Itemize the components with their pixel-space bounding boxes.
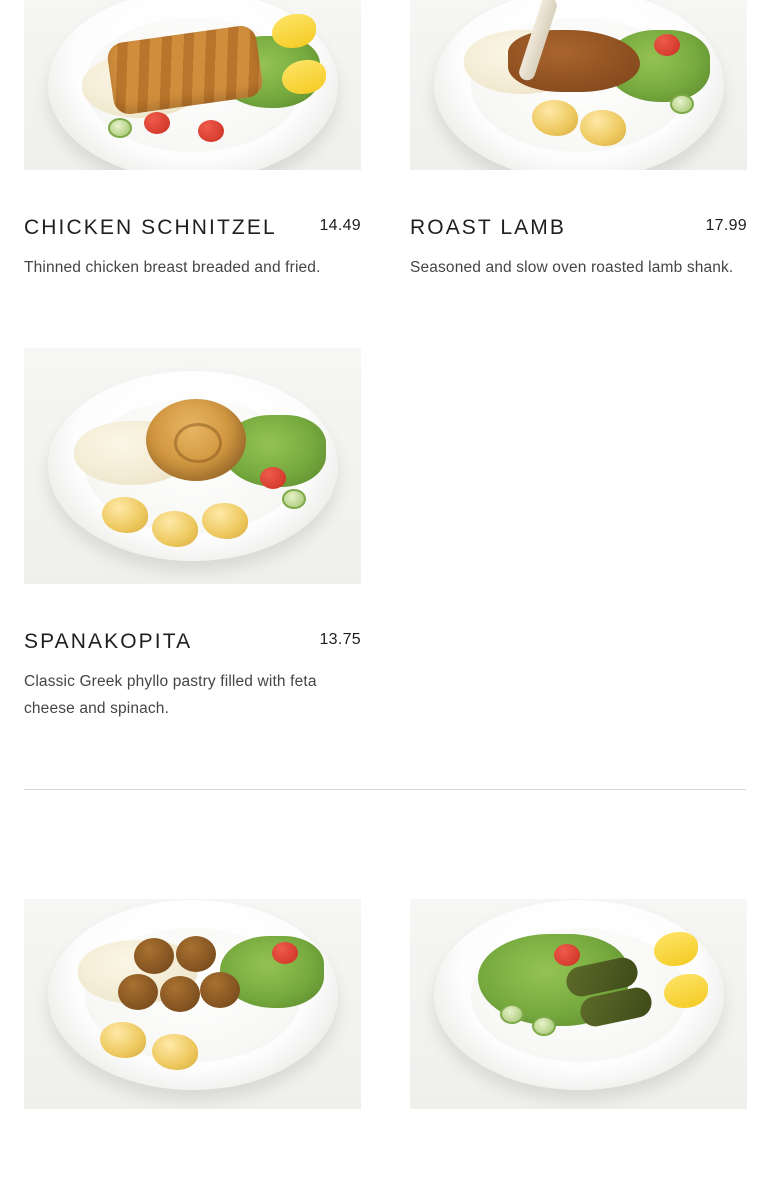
- item-description: Thinned chicken breast breaded and fried.: [24, 259, 321, 277]
- item-header: [24, 626, 361, 657]
- menu-item-spanakopita[interactable]: [24, 348, 361, 723]
- menu-row: [24, 899, 746, 1109]
- section-gap: [24, 790, 746, 899]
- menu-row: [24, 0, 746, 282]
- menu-row: [24, 348, 746, 723]
- menu-item-falafel[interactable]: [24, 899, 361, 1109]
- item-header: [24, 212, 361, 243]
- menu-item-dolmades[interactable]: [410, 899, 747, 1109]
- item-title: SPANAKOPITA: [24, 629, 193, 653]
- chicken-schnitzel-photo: [24, 0, 361, 170]
- row-spacer: [24, 282, 746, 348]
- dolmades-salad-photo: [410, 899, 747, 1109]
- spanakopita-photo: [24, 348, 361, 584]
- menu-grid: [24, 0, 746, 1109]
- item-header: [410, 212, 747, 243]
- menu-item-chicken-schnitzel[interactable]: [24, 0, 361, 282]
- item-price: 14.49: [319, 217, 361, 234]
- item-price: 13.75: [319, 630, 361, 648]
- item-title: CHICKEN SCHNITZEL: [24, 216, 277, 239]
- item-description: Seasoned and slow oven roasted lamb shank.: [410, 259, 734, 277]
- item-title: ROAST LAMB: [410, 216, 566, 239]
- item-price: 17.99: [705, 217, 747, 234]
- row-spacer: [24, 723, 746, 789]
- item-description: Classic Greek phyllo pastry filled with feta cheese and spinach.: [24, 672, 317, 718]
- menu-item-roast-lamb[interactable]: [410, 0, 747, 282]
- roast-lamb-photo: [410, 0, 747, 170]
- falafel-photo: [24, 899, 361, 1109]
